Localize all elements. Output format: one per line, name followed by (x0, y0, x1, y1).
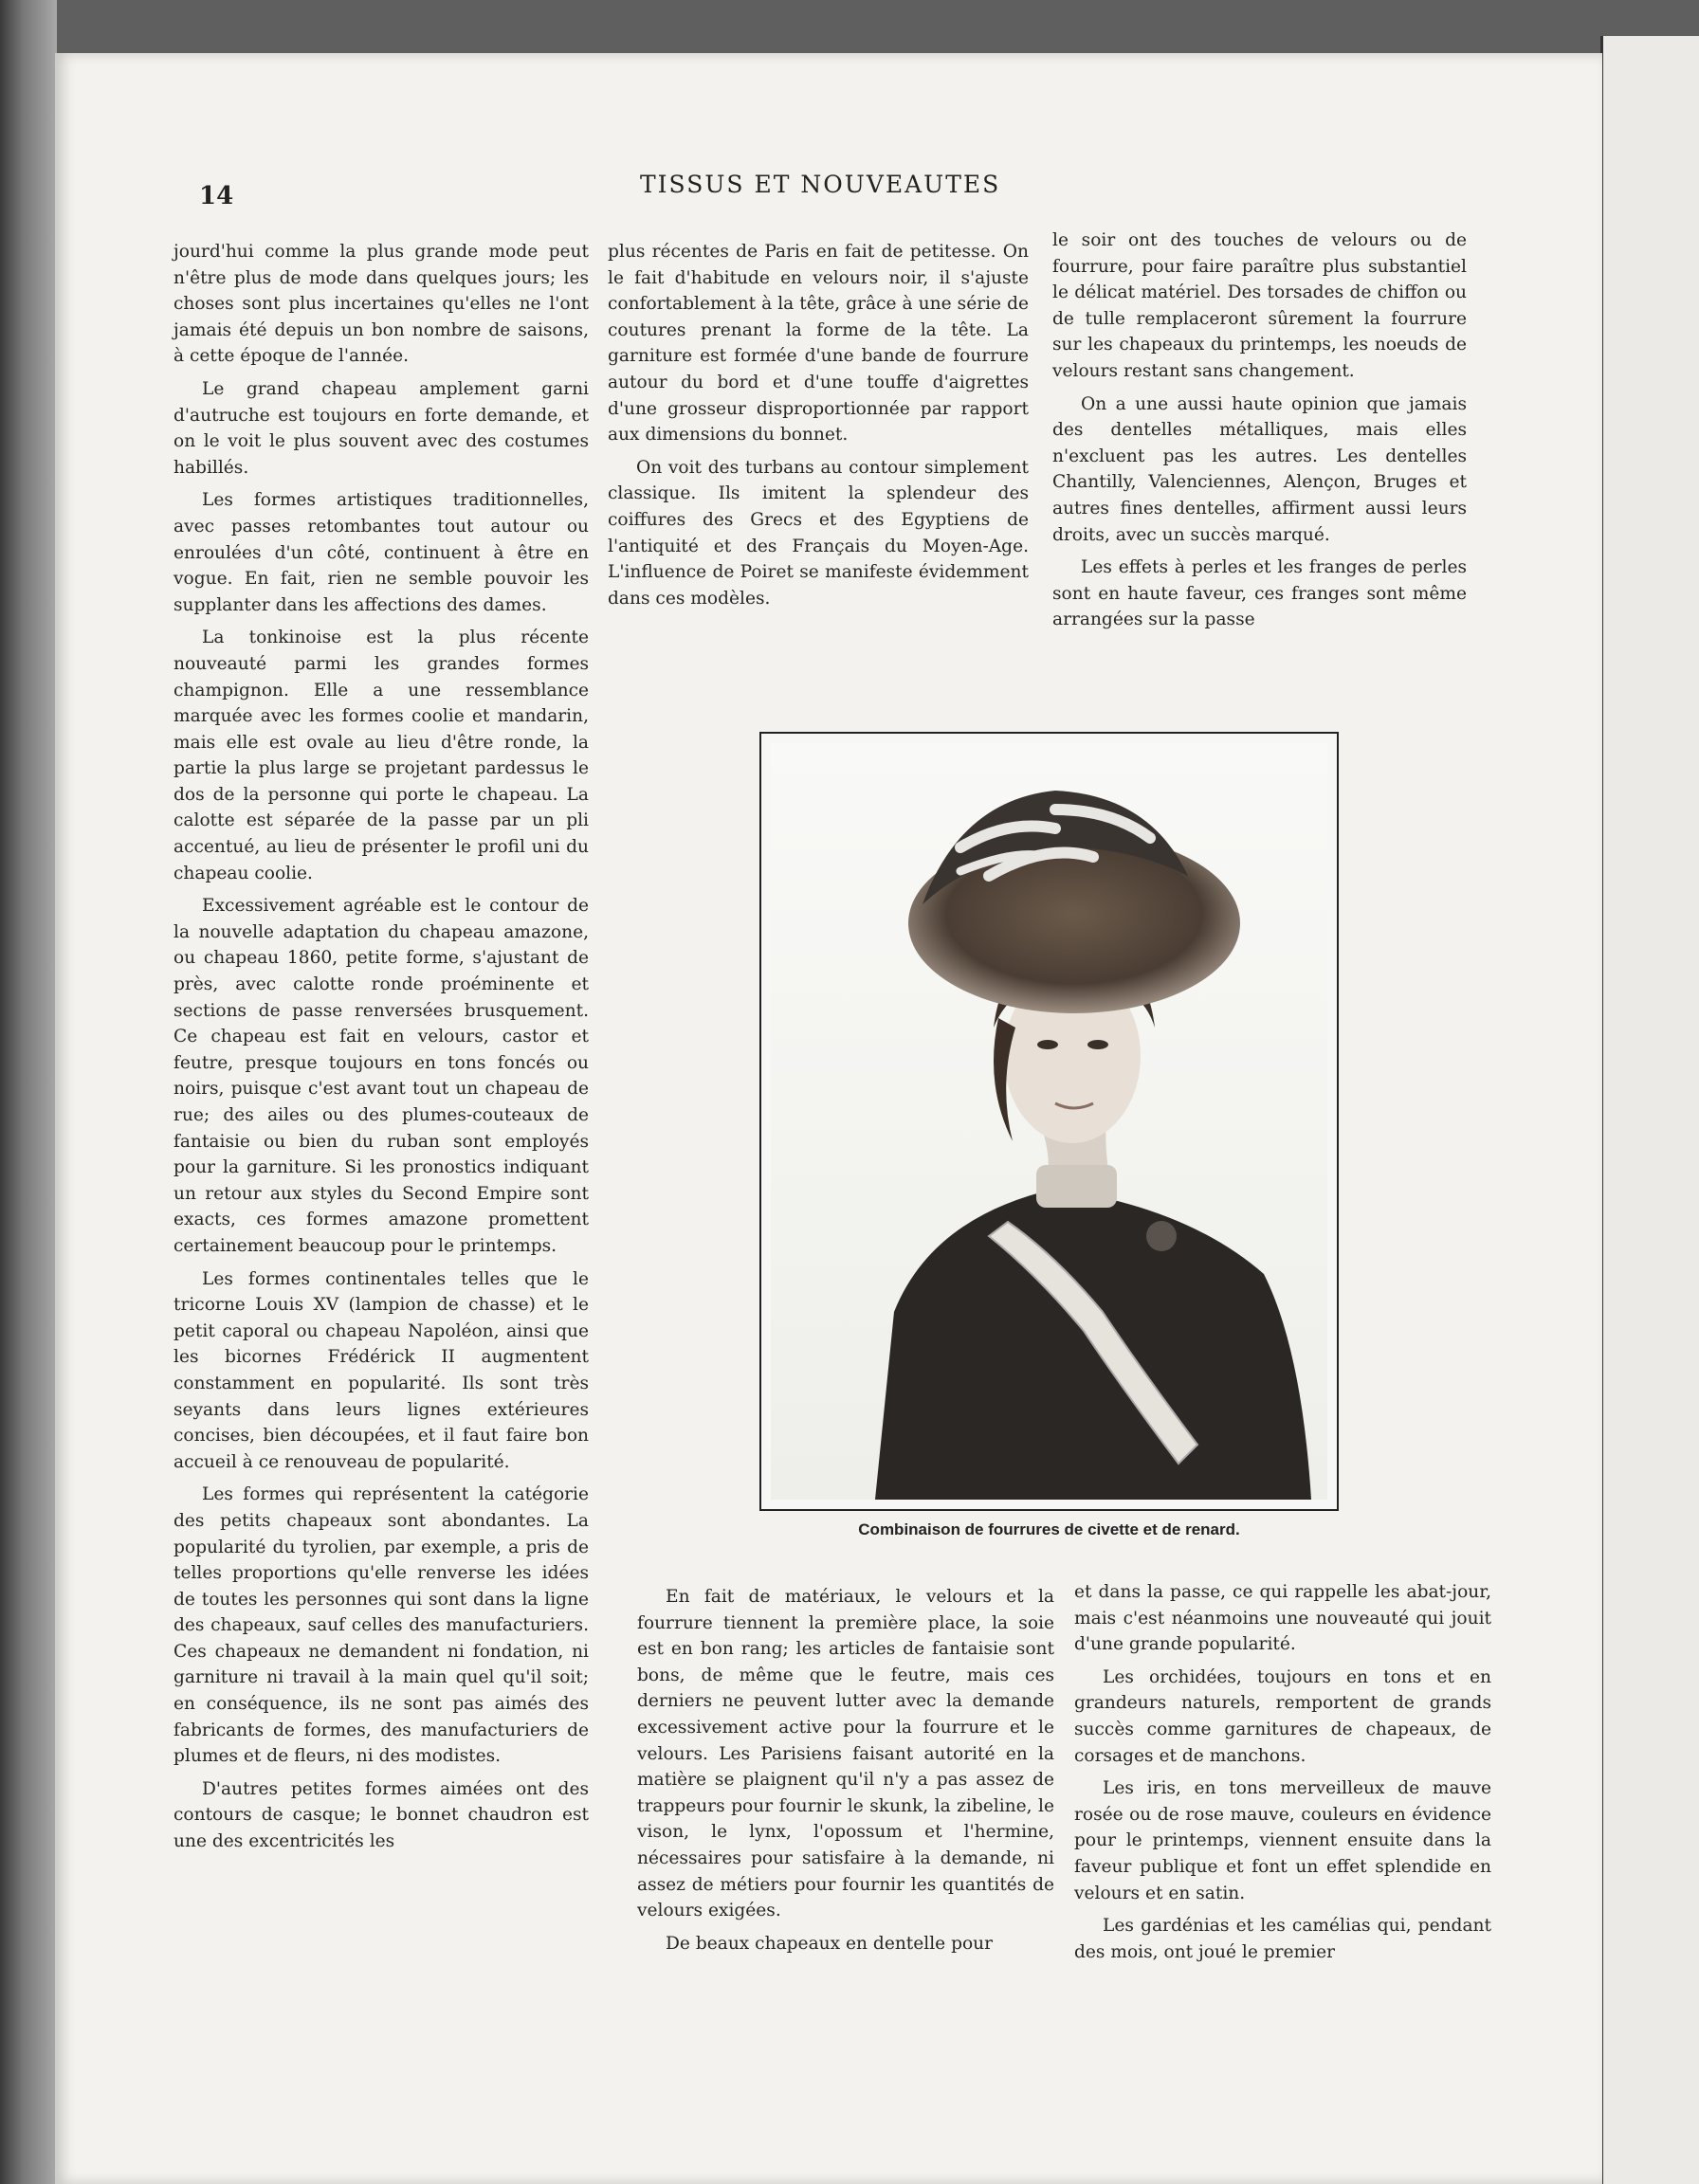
text-column-3 (1052, 228, 1467, 640)
paragraph: le soir ont des touches de velours ou de fourrure, pour faire paraître plus substantiel le délicat matériel. Des torsades de chiffon ou de tulle remplaceront sûrement la fourrure sur les chapeaux du printemps, les noeuds de velours restant sans changement. (1052, 230, 1467, 381)
paragraph: jourd'hui comme la plus grande mode peut n'être plus de mode dans quelques jours; les choses sont plus incertaines qu'elles ne l'ont jamais été depuis un bon nombre de saisons, à cette époque de l'année. (174, 242, 589, 367)
paragraph: En fait de matériaux, le velours et la fourrure tiennent la première place, la soie est en bon rang; les articles de fantaisie sont bons, de même que le feutre, mais ces derniers ne peuvent lutter avec la demande excessivement active pour la fourrure et le velours. Les Parisiens faisant autorité en la matière se plaignent qu'il n'y a pas assez de trappeurs pour fournir le skunk, la zibeline, le vison, le lynx, l'opossum et l'hermine, nécessaires pour satisfaire à la demande, ni assez de métiers pour fournir les quantités de velours exigées. (637, 1587, 1054, 1921)
figure-caption: Combinaison de fourrures de civette et de renard. (858, 1520, 1240, 1538)
paragraph: Les formes continentales telles que le tricorne Louis XV (lampion de chasse) et le petit caporal ou chapeau Napoléon, ainsi que les bicornes Frédérick II augmentent constamment en popularité. Ils sont très seyants dans leurs lignes extérieures concises, bien découpées, et il faut faire bon accueil à ce renouveau de popularité. (174, 1268, 589, 1472)
portrait-photograph (759, 732, 1339, 1511)
paragraph: On voit des turbans au contour simplement classique. Ils imitent la splendeur des coiffures des Grecs et des Egyptiens de l'antiquité et des Français du Moyen-Age. L'influence de Poiret se manifeste évidemment dans ces modèles. (608, 457, 1029, 609)
paragraph: Les formes qui représentent la catégorie des petits chapeaux sont abondantes. La popularité du tyrolien, par exemple, a pris de telles proportions qu'elle renverse les idées de toutes les personnes qui sont dans la ligne des chapeaux, sauf celles des manufacturiers. Ces chapeaux ne demandent ni fondation, ni garniture ni travail à la main quel qu'il soit; en conséquence, ils ne sont pas aimés des fabricants de formes, des manufacturiers de plumes et de fleurs, ni des modistes. (174, 1484, 589, 1767)
paragraph: Les iris, en tons merveilleux de mauve rosée ou de rose mauve, couleurs en évidence pour le printemps, viennent ensuite dans la faveur publique et font un effet splendide en velours et en satin. (1074, 1778, 1491, 1903)
paragraph: Les effets à perles et les franges de perles sont en haute faveur, ces franges sont même arrangées sur la passe (1052, 557, 1467, 630)
paragraph: D'autres petites formes aimées ont des contours de casque; le bonnet chaudron est une des excentricités les (174, 1778, 589, 1852)
portrait-image (771, 743, 1327, 1500)
adjacent-page-edge (1600, 36, 1699, 2184)
scan-background (0, 0, 1699, 55)
paragraph: Les gardénias et les camélias qui, pendant des mois, ont joué le premier (1074, 1916, 1491, 1962)
page-number: 14 (199, 182, 234, 210)
running-title: TISSUS ET NOUVEAUTES (640, 171, 1001, 198)
paragraph: Le grand chapeau amplement garni d'autruche est toujours en forte demande, et on le voit le plus souvent avec des costumes habillés. (174, 378, 589, 478)
paragraph: Les orchidées, toujours en tons et en grandeurs naturels, remportent de grands succès comme garnitures de chapeaux, de corsages et de manchons. (1074, 1666, 1491, 1766)
paragraph: On a une aussi haute opinion que jamais des dentelles métalliques, mais elles n'excluent pas les autres. Les dentelles Chantilly, Valenciennes, Alençon, Bruges et autres fines dentelles, affirment aussi leurs droits, avec un succès marqué. (1052, 393, 1467, 545)
text-column-1 (174, 239, 589, 1862)
paragraph: La tonkinoise est la plus récente nouveauté parmi les grandes formes champignon. Elle a une ressemblance marquée avec les formes coolie et mandarin, mais elle est ovale au lieu d'être ronde, la partie la plus large se projetant pardessus le dos de la personne qui porte le chapeau. La calotte est séparée de la passe par un pli accentué, au lieu de présenter le profil uni du chapeau coolie. (174, 628, 589, 883)
paragraph: plus récentes de Paris en fait de petitesse. On le fait d'habitude en velours noir, il s'ajuste confortablement à la tête, grâce à une série de coutures prenant la forme de la tête. La garniture est formée d'une bande de fourrure autour du bord et d'une touffe d'aigrettes d'une grosseur disproportionnée par rapport aux dimensions du bonnet. (608, 242, 1029, 446)
text-column-2 (608, 239, 1029, 618)
text-column-5 (1074, 1579, 1491, 1972)
text-column-4 (637, 1584, 1054, 1963)
book-spine-edge (0, 0, 57, 2184)
paragraph: et dans la passe, ce qui rappelle les abat-jour, mais c'est néanmoins une nouveauté qui jouit d'une grande popularité. (1074, 1582, 1491, 1655)
paragraph: De beaux chapeaux en dentelle pour (666, 1933, 994, 1954)
paragraph: Excessivement agréable est le contour de la nouvelle adaptation du chapeau amazone, ou chapeau 1860, petite forme, s'ajustant de près, avec calotte ronde proéminente et sections de passe renversées brusquement. Ce chapeau est fait en velours, castor et feutre, presque toujours en tons foncés ou noirs, puisque c'est avant tout un chapeau de rue; des ailes ou des plumes-couteaux de fantaisie ou bien du ruban sont employés pour la garniture. Si les pronostics indiquant un retour aux styles du Second Empire sont exacts, ces formes amazone promettent certainement beaucoup pour le printemps. (174, 896, 589, 1256)
paragraph: Les formes artistiques traditionnelles, avec passes retombantes tout autour ou enroulées d'un côté, continuent à être en vogue. En fait, rien ne semble pouvoir les supplanter dans les affections des dames. (174, 490, 589, 615)
